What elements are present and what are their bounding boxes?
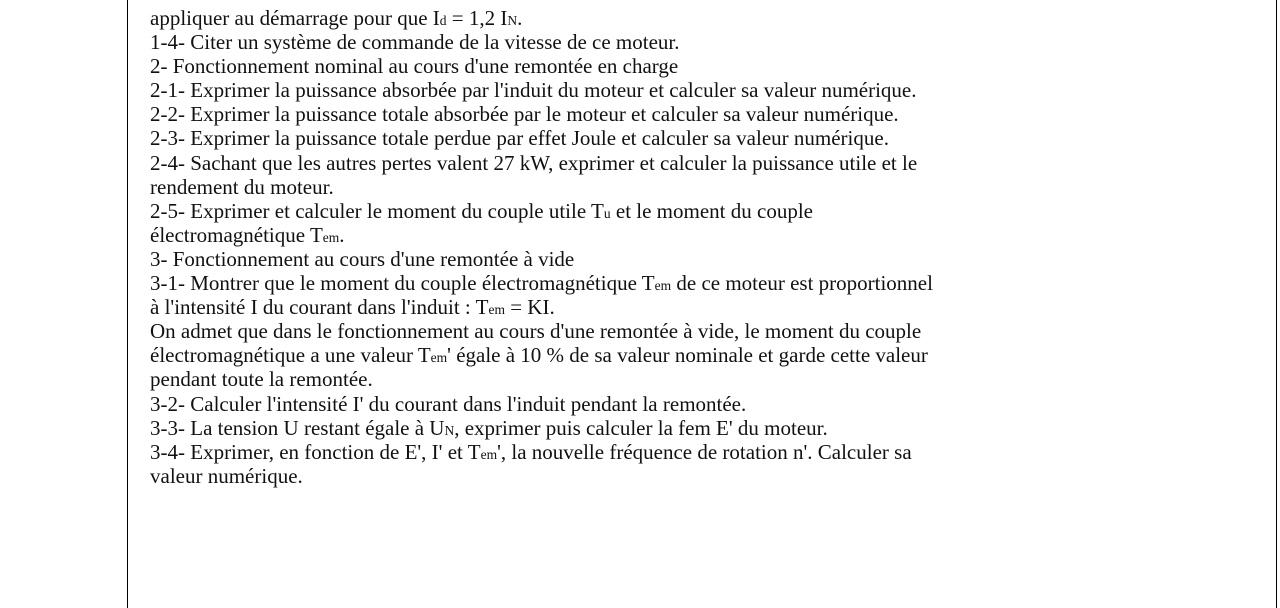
text-run: 3-4- Exprimer, en fonction de E', I' et T — [150, 439, 481, 464]
text-line — [150, 440, 1250, 464]
symbol-index: em — [488, 302, 505, 318]
text-run: 3- Fonctionnement au cours d'une remontée à vide — [150, 246, 575, 271]
text-line — [150, 343, 1250, 367]
text-line — [150, 392, 1250, 416]
text-line — [150, 54, 1250, 78]
text-line — [150, 151, 1250, 175]
symbol-index: em — [430, 350, 448, 366]
symbol-index: em — [480, 446, 498, 462]
text-run: ' égale à 10 % de sa valeur nominale et garde cette valeur — [447, 343, 928, 368]
text-line — [150, 175, 1250, 199]
text-run: rendement du moteur. — [150, 174, 334, 199]
text-run: 3-2- Calculer l'intensité I' du courant dans l'induit pendant la remontée. — [150, 391, 747, 416]
text-run: à l'intensité I du courant dans l'induit : T — [150, 295, 489, 320]
text-line — [150, 126, 1250, 150]
text-run: 2-1- Exprimer la puissance absorbée par l'induit du moteur et calculer sa valeur numérique. — [150, 78, 917, 103]
text-run: , exprimer puis calculer la fem E' du moteur. — [454, 415, 828, 440]
text-run: de ce moteur est proportionnel — [671, 271, 933, 296]
text-run: 2-4- Sachant que les autres pertes valent 27 kW, exprimer et calculer la puissance utile et le — [150, 150, 918, 175]
text-run: 1-4- Citer un système de commande de la vitesse de ce moteur. — [150, 30, 680, 55]
text-run: = KI. — [504, 295, 555, 320]
symbol-index: d — [439, 13, 447, 28]
text-run: appliquer au démarrage pour que I — [150, 6, 440, 30]
text-line — [150, 6, 1250, 30]
text-run: valeur numérique. — [150, 463, 303, 488]
page-left-border — [127, 0, 128, 608]
text-line — [150, 102, 1250, 126]
text-run: 3-1- Montrer que le moment du couple électromagnétique T — [150, 271, 655, 296]
text-run: pendant toute la remontée. — [150, 367, 373, 392]
text-run: 2-5- Exprimer et calculer le moment du couple utile T — [150, 198, 604, 223]
text-run: On admet que dans le fonctionnement au cours d'une remontée à vide, le moment du couple — [150, 319, 922, 344]
text-line — [150, 271, 1250, 295]
text-run: . — [339, 222, 345, 247]
text-line — [150, 199, 1250, 223]
symbol-index: N — [507, 13, 518, 28]
symbol-index: N — [444, 422, 455, 438]
text-run: et le moment du couple — [610, 198, 813, 223]
text-line — [150, 247, 1250, 271]
exercise-text — [150, 6, 1250, 488]
text-run: électromagnétique T — [150, 222, 323, 247]
text-line — [150, 464, 1250, 488]
text-run: . — [517, 6, 523, 30]
text-run: = 1,2 I — [446, 6, 508, 30]
text-run: 3-3- La tension U restant égale à U — [150, 415, 445, 440]
text-run: ', la nouvelle fréquence de rotation n'. Calculer sa — [497, 439, 912, 464]
text-run: 2-2- Exprimer la puissance totale absorbée par le moteur et calculer sa valeur numérique. — [150, 102, 899, 127]
symbol-index: em — [654, 278, 672, 294]
text-run: 2-3- Exprimer la puissance totale perdue par effet Joule et calculer sa valeur numérique. — [150, 126, 889, 151]
text-run: 2- Fonctionnement nominal au cours d'une remontée en charge — [150, 54, 679, 79]
text-line — [150, 416, 1250, 440]
text-line — [150, 295, 1250, 319]
text-line — [150, 223, 1250, 247]
text-line — [150, 319, 1250, 343]
text-line — [150, 30, 1250, 54]
text-run: électromagnétique a une valeur T — [150, 343, 431, 368]
text-line — [150, 78, 1250, 102]
symbol-index: u — [603, 205, 611, 221]
page-right-border — [1276, 0, 1277, 608]
text-line — [150, 367, 1250, 391]
symbol-index: em — [322, 229, 340, 245]
